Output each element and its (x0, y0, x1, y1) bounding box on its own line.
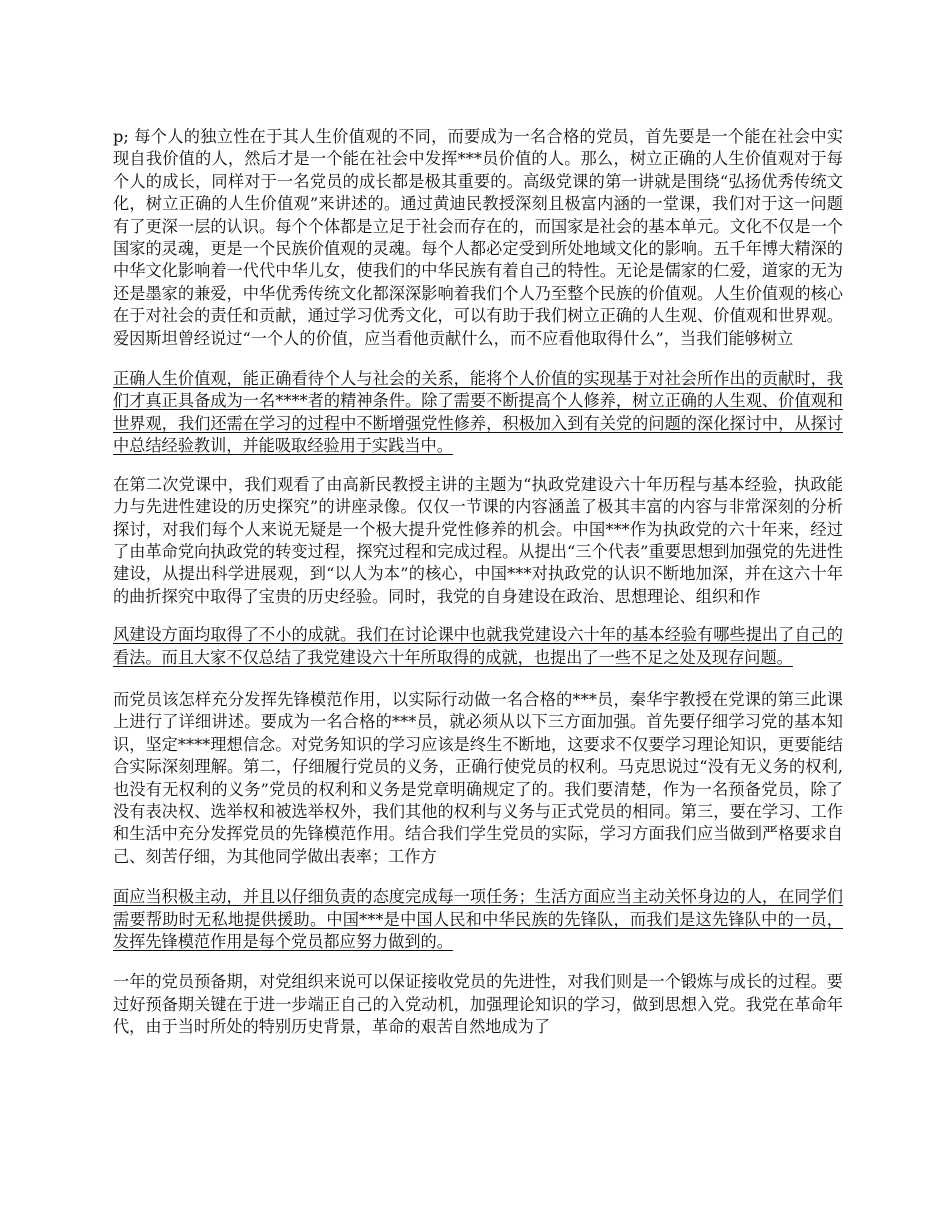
paragraph-2-underlined: 正确人生价值观，能正确看待个人与社会的关系，能将个人价值的实现基于对社会所作出的贡献时，我们才真正具备成为一名****者的精神条件。除了需要不断提高个人修养，树立正确的人生观、价值观和世界观，我们还需在学习的过程中不断增强党性修养，积极加入到有关党的问题的深化探讨中，从探讨中总结经验教训，并能吸取经验用于实践当中。 (113, 369, 843, 456)
paragraph-7: 一年的党员预备期，对党组织来说可以保证接收党员的先进性，对我们则是一个锻炼与成长的过程。要过好预备期关键在于进一步端正自己的入党动机，加强理论知识的学习，做到思想入党。我党在革命年代，由于当时所处的特别历史背景，革命的艰苦自然地成为了 (113, 972, 843, 1037)
paragraph-4-underlined: 风建设方面均取得了不小的成就。我们在讨论课中也就我党建设六十年的基本经验有哪些提出了自己的看法。而且大家不仅总结了我党建设六十年所取得的成就，也提出了一些不足之处及现存问题。 (113, 625, 843, 667)
paragraph-3: 在第二次党课中，我们观看了由高新民教授主讲的主题为“执政党建设六十年历程与基本经验，执政能力与先进性建设的历史探究”的讲座录像。仅仅一节课的内容涵盖了极其丰富的内容与非常深刻的分析探讨，对我们每个人来说无疑是一个极大提升党性修养的机会。中国***作为执政党的六十年来，经过了由革命党向执政党的转变过程，探究过程和完成过程。从提出“三个代表”重要思想到加强党的先进性建设，从提出科学进展观，到“以人为本”的核心，中国***对执政党的认识不断地加深，并在这六十年的曲折探究中取得了宝贵的历史经验。同时，我党的自身建设在政治、思想理论、组织和作 (113, 474, 843, 606)
paragraph-1: p; 每个人的独立性在于其人生价值观的不同，而要成为一名合格的党员，首先要是一个能在社会中实现自我价值的人，然后才是一个能在社会中发挥***员价值的人。那么，树立正确的人生价值观对于每个人的成长，同样对于一名党员的成长都是极其重要的。高级党课的第一讲就是围绕“弘扬优秀传统文化，树立正确的人生价值观”来讲述的。通过黄迪民教授深刻且极富内涵的一堂课，我们对于这一问题有了更深一层的认识。每个个体都是立足于社会而存在的，而国家是社会的基本单元。文化不仅是一个国家的灵魂，更是一个民族价值观的灵魂。每个人都必定受到所处地域文化的影响。五千年博大精深的中华文化影响着一代代中华儿女，使我们的中华民族有着自己的特性。无论是儒家的仁爱，道家的无为还是墨家的兼爱，中华优秀传统文化都深深影响着我们个人乃至整个民族的价值观。人生价值观的核心在于对社会的责任和贡献，通过学习优秀文化，可以有助于我们树立正确的人生观、价值观和世界观。爱因斯坦曾经说过“一个人的价值，应当看他贡献什么，而不应看他取得什么”，当我们能够树立 (113, 127, 843, 348)
paragraph-5: 而党员该怎样充分发挥先锋模范作用，以实际行动做一名合格的***员，秦华宇教授在党课的第三此课上进行了详细讲述。要成为一名合格的***员，就必须从以下三方面加强。首先要仔细学习党的基本知识，坚定****理想信念。对党务知识的学习应该是终生不断地，这要求不仅要学习理论知识，更要能结合实际深刻理解。第二，仔细履行党员的义务，正确行使党员的权利。马克思说过“没有无义务的权利,也没有无权利的义务”党员的权利和义务是党章明确规定了的。我们要清楚，作为一名预备党员，除了没有表决权、选举权和被选举权外，我们其他的权利与义务与正式党员的相同。第三，要在学习、工作和生活中充分发挥党员的先锋模范作用。结合我们学生党员的实际，学习方面我们应当做到严格要求自己、刻苦仔细，为其他同学做出表率；工作方 (113, 689, 843, 866)
paragraph-6-underlined: 面应当积极主动，并且以仔细负责的态度完成每一项任务；生活方面应当主动关怀身边的人，在同学们需要帮助时无私地提供援助。中国***是中国人民和中华民族的先锋队，而我们是这先锋队中的一员，发挥先锋模范作用是每个党员都应努力做到的。 (113, 887, 843, 951)
document-page (113, 126, 843, 1053)
